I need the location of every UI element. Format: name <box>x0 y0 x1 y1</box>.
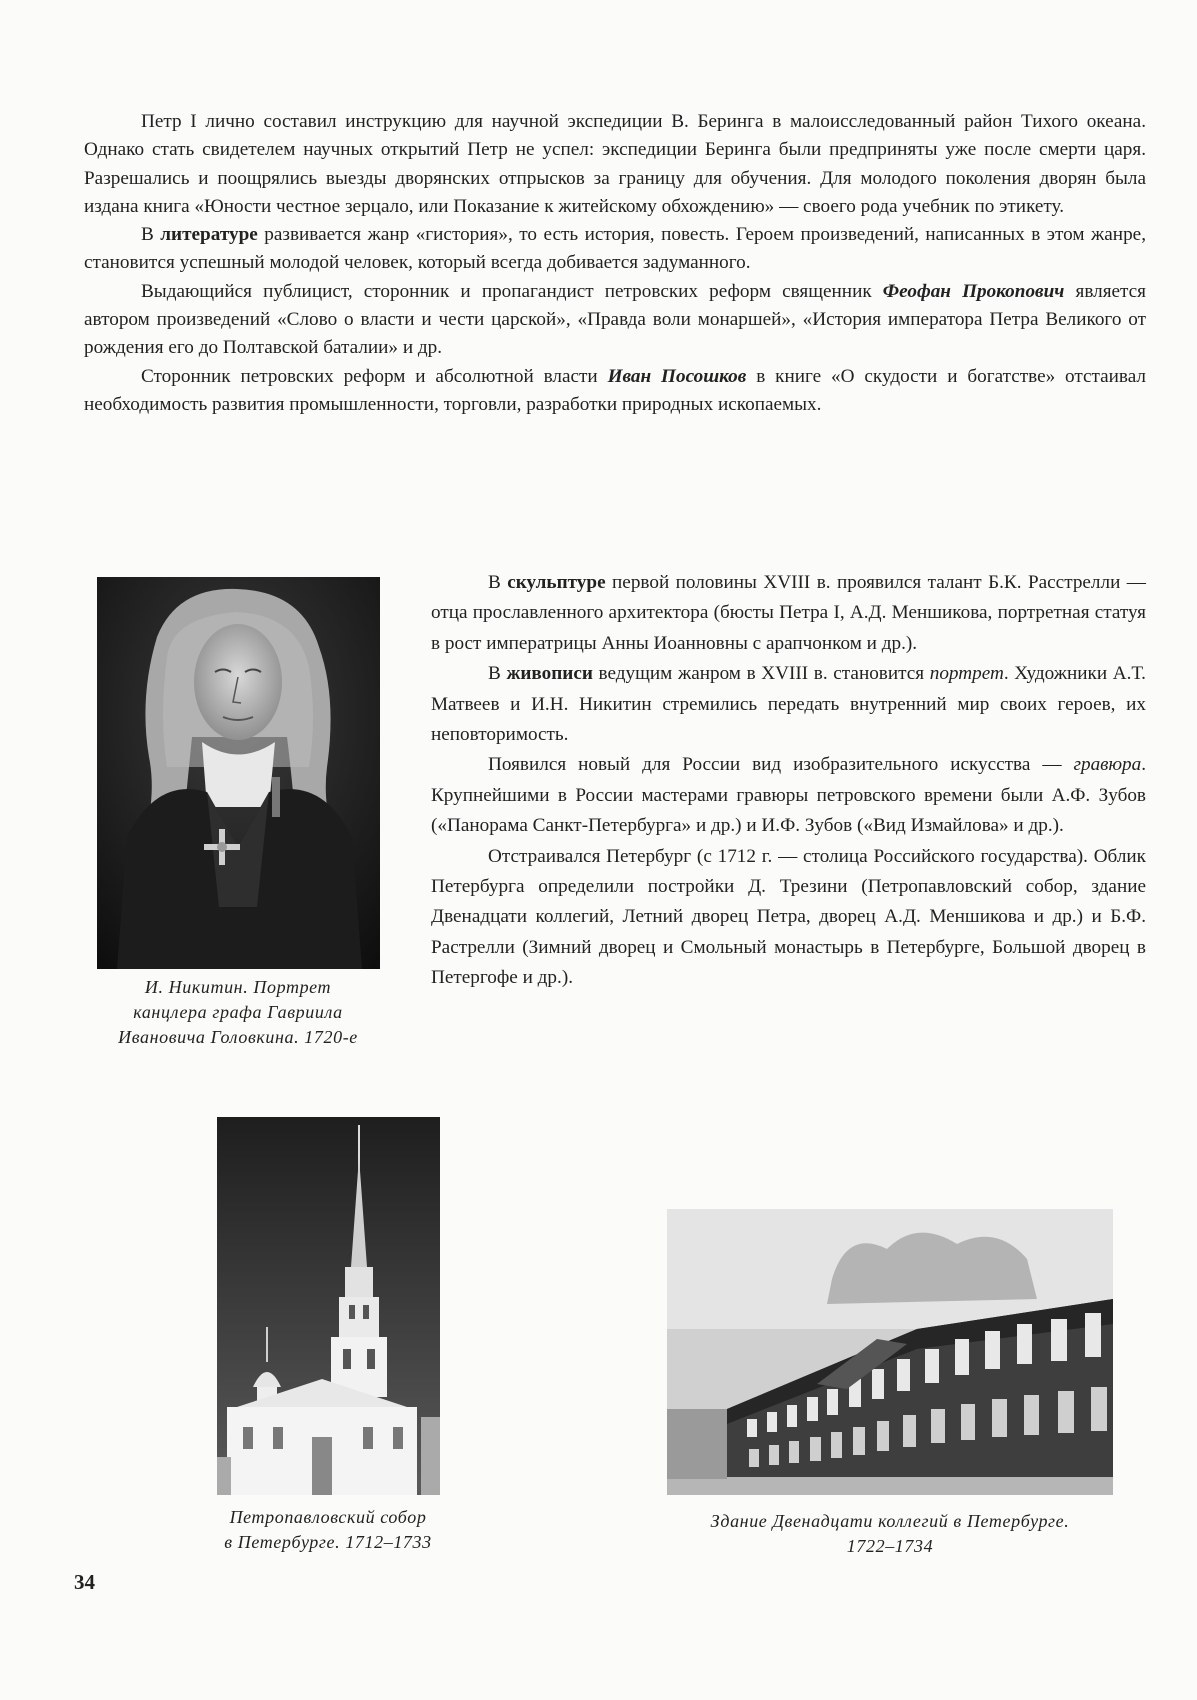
main-text <box>84 108 1146 419</box>
right-column-text <box>431 568 1146 994</box>
paragraph-bering: Петр I лично составил инструкцию для научной экспедиции В. Беринга в малоисследованный район Тихого океана. Однако стать свидетелем научных открытий Петр не успел: экспедиции Беринга были предприняты уже после смерти царя. Разрешались и поощрялись выезды дворянских отпрысков за границу для обучения. Для молодого поколения дворян была издана книга «Юности честное зерцало, или Показание к житейскому обхождению» — своего рода учебник по этикету. <box>84 111 1146 217</box>
paragraph-sculpture: В скульптуре первой половины XVIII в. проявился талант Б.К. Расстрелли — отца прославленного архитектора (бюсты Петра I, А.Д. Меншикова, портретная статуя в рост императрицы Анны Иоанновны с арапчонком и др.). <box>431 572 1146 654</box>
portrait-caption: И. Никитин. Портрет канцлера графа Гавриила Ивановича Головкина. 1720-е <box>118 977 358 1047</box>
portrait-image <box>97 577 380 969</box>
paragraph-painting: В живописи ведущим жанром в XVIII в. становится портрет. Художники А.Т. Матвеев и И.Н. Никитин стремились передать внутренний мир своих героев, их неповторимость. <box>431 663 1146 746</box>
paragraph-petersburg: Отстраивался Петербург (с 1712 г. — столица Российского государства). Облик Петербурга определили постройки Д. Трезини (Петропавловский собор, здание Двенадцати коллегий, Летний дворец Петра, дворец А.Д. Меншикова и др.) и Б.Ф. Растрелли (Зимний дворец и Смольный монастырь в Петербурге, Большой дворец в Петергофе и др.). <box>431 845 1146 989</box>
name-prokopovich: Феофан Прокопович <box>882 280 1065 302</box>
term-portrait: портрет <box>929 663 1004 685</box>
paragraph-prokopovich: Выдающийся публицист, сторонник и пропагандист петровских реформ священник Феофан Прокопович является автором произведений «Слово о власти и чести царской», «Правда воли монаршей», «История императора Петра Великого от рождения его до Полтавской баталии» и др. <box>84 280 1146 359</box>
term-painting: живописи <box>506 663 593 685</box>
colleges-image <box>667 1209 1113 1495</box>
term-literature: литературе <box>160 224 258 246</box>
colleges-caption: Здание Двенадцати коллегий в Петербурге. 1722–1734 <box>710 1511 1070 1556</box>
term-sculpture: скульптуре <box>507 572 606 593</box>
name-pososhkov: Иван Посошков <box>607 365 747 387</box>
term-engraving: гравюра <box>1073 754 1142 776</box>
page-number: 34 <box>74 1570 95 1594</box>
paragraph-literature: В литературе развивается жанр «гистория», то есть история, повесть. Героем произведений, написанных в этом жанре, становится успешный молодой человек, который всегда добивается задуманного. <box>84 224 1146 274</box>
paragraph-pososhkov: Сторонник петровских реформ и абсолютной власти Иван Посошков в книге «О скудости и богатстве» отстаивал необходимость развития промышленности, торговли, разработки природных ископаемых. <box>84 365 1147 415</box>
paragraph-engraving: Появился новый для России вид изобразительного искусства — гравюра. Крупнейшими в России мастерами гравюры петровского времени были А.Ф. Зубов («Панорама Санкт-Петербурга» и др.) и И.Ф. Зубов («Вид Измайлова» и др.). <box>431 754 1146 837</box>
cathedral-image <box>217 1117 440 1495</box>
cathedral-caption: Петропавловский собор в Петербурге. 1712–1733 <box>224 1507 432 1552</box>
